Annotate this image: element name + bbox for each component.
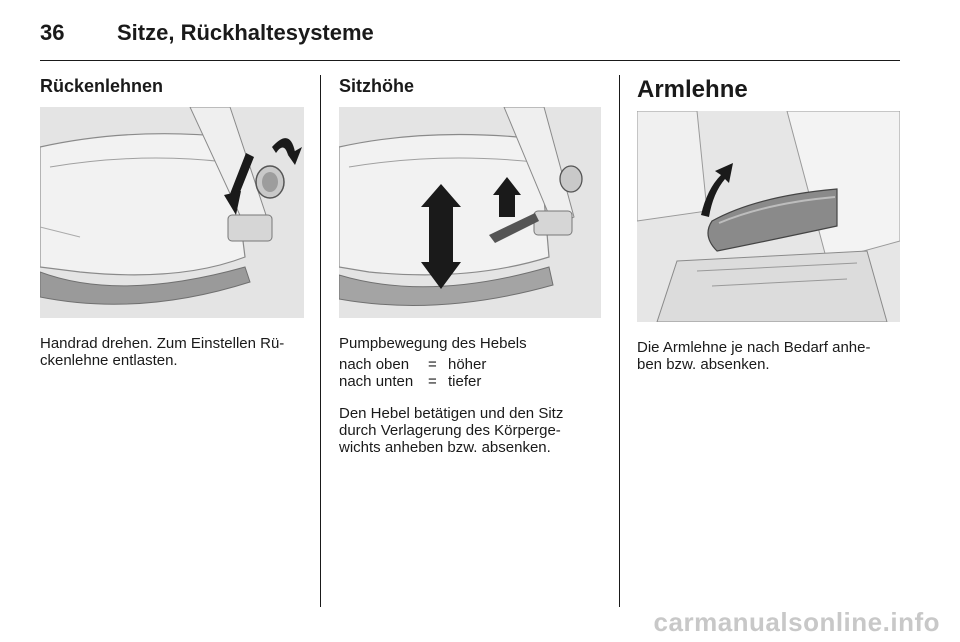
seat-height-illustration [339, 107, 601, 318]
seat-height-table [339, 356, 601, 390]
result-value: tiefer [448, 373, 482, 390]
seat-backrest-drawing [40, 107, 304, 318]
section-rueckenlehnen [40, 76, 304, 102]
body-line: wichts anheben bzw. absenken. [339, 439, 551, 456]
backrest-illustration [40, 107, 304, 318]
instruction-line: Die Armlehne je nach Bedarf anhe- [637, 339, 871, 356]
table-row [339, 373, 601, 390]
direction-label: nach oben [339, 356, 410, 373]
result-value: höher [448, 356, 487, 373]
section-armlehne [637, 76, 900, 108]
section-heading: Armlehne [637, 76, 748, 103]
chapter-title: Sitze, Rückhaltesysteme [117, 20, 374, 45]
section-sitzhoehe [339, 76, 601, 102]
instruction-line: ckenlehne entlasten. [40, 352, 178, 369]
armrest-illustration [637, 111, 900, 322]
instruction-line: Handrad drehen. Zum Einstellen Rü- [40, 335, 285, 352]
direction-label: nach unten [339, 373, 414, 390]
intro-line: Pumpbewegung des Hebels [339, 335, 527, 352]
backrest-instructions [40, 335, 310, 369]
equals-sign: = [428, 356, 437, 373]
header-divider [40, 60, 900, 61]
section-heading: Rückenlehnen [40, 76, 164, 96]
equals-sign: = [428, 373, 437, 390]
page-header [40, 16, 900, 60]
instruction-line: ben bzw. absenken. [637, 356, 770, 373]
column-divider-2 [619, 75, 620, 607]
seat-height-intro [339, 335, 601, 352]
seat-height-body [339, 405, 601, 456]
body-line: durch Verlagerung des Körperge- [339, 422, 561, 439]
watermark: carmanualsonline.info [653, 607, 940, 637]
armrest-drawing [637, 111, 900, 322]
table-row [339, 356, 601, 373]
seat-height-drawing [339, 107, 601, 318]
section-heading: Sitzhöhe [339, 76, 414, 96]
column-divider-1 [320, 75, 321, 607]
page-number: 36 [40, 20, 65, 45]
body-line: Den Hebel betätigen und den Sitz [339, 405, 564, 422]
armrest-instructions [637, 339, 900, 373]
